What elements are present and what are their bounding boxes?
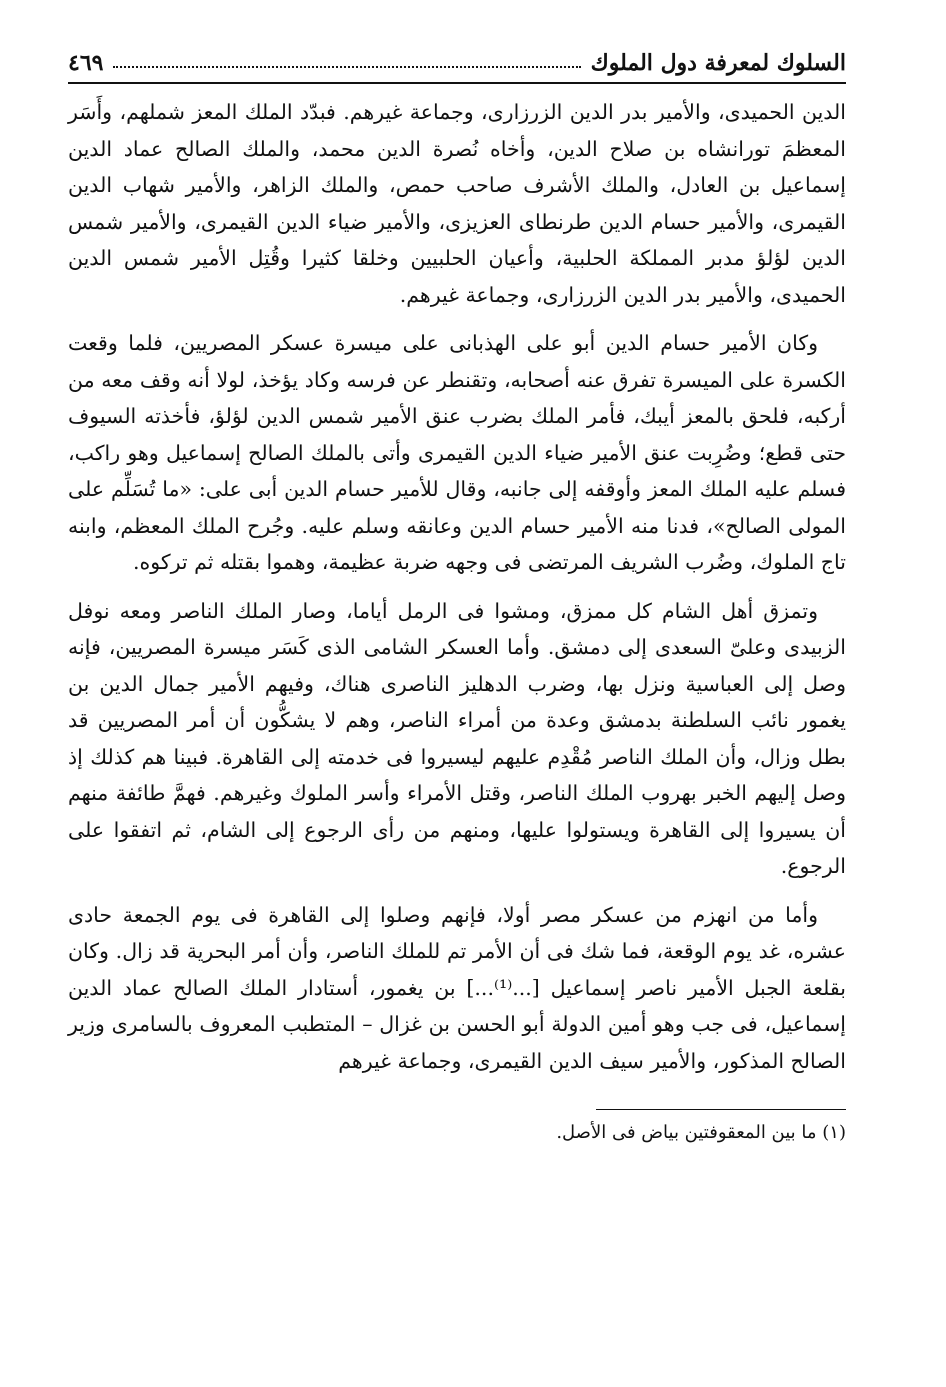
header-dot-leader: [113, 66, 580, 68]
paragraph-4: وأما من انهزم من عسكر مصر أولا، فإنهم وصلوا إلى القاهرة فى يوم الجمعة حادى عشره، غد يوم الوقعة، فما شك فى أن الأمر تم للملك الناصر، وأن أمر البحرية قد زال. وكان بقلعة الجبل الأمير ناصر إسماعيل [...⁽¹⁾...] بن يغمور، أستادار الملك الصالح عماد الدين إسماعيل، فى جب وهو أمين الدولة أبو الحسن بن غزال – المتطبب المعروف بالسامرى وزير الصالح المذكور، والأمير سيف الدين القيمرى، وجماعة غيرهم: [68, 902, 846, 1073]
page-number: ٤٦٩: [68, 50, 104, 76]
paragraph-2: وكان الأمير حسام الدين أبو على الهذبانى على ميسرة عسكر المصريين، فلما وقعت الكسرة على الميسرة تفرق عنه أصحابه، وتقنطر عن فرسه وكاد يؤخذ، لولا أنه وقف معه من أركبه، فلحق بالمعز أيبك، فأمر الملك بضرب عنق الأمير شمس الدين لؤلؤ، فأخذته السيوف حتى قطع؛ وضُرِبت عنق الأمير ضياء الدين القيمرى وأتى بالملك الصالح إسماعيل وهو راكب، فسلم عليه الملك المعز وأوقفه إلى جانبه، وقال للأمير حسام الدين أبى على: «ما تُسَلِّم على المولى الصالح»، فدنا منه الأمير حسام الدين وعانقه وسلم عليه. وجُرح الملك المعظم، وابنه تاج الملوك، وضُرب الشريف المرتضى فى وجهه ضربة عظيمة، وهموا بقتله ثم تركوه.: [68, 331, 846, 574]
body-text: [68, 94, 846, 1079]
paragraph-3: وتمزق أهل الشام كل ممزق، ومشوا فى الرمل أياما، وصار الملك الناصر ومعه نوفل الزبيدى وعلىّ السعدى إلى دمشق. وأما العسكر الشامى الذى كَسَر ميسرة المصريين، فإنه وصل إلى العباسية ونزل بها، وضرب الدهليز الناصرى هناك، وفيهم الأمير جمال الدين بن يغمور نائب السلطنة بدمشق وعدة من أمراء الناصر، وهم لا يشكُّون أن أمر المصريين قد بطل وزال، وأن الملك الناصر مُقْدِم عليهم ليسيروا فى خدمته إلى القاهرة. فبينا هم كذلك إذ وصل إليهم الخبر بهروب الملك الناصر، وقتل الأمراء وأسر الملوك وغيرهم. فهمَّ طائفة منهم أن يسيروا إلى القاهرة ويستولوا عليها، ومنهم من رأى الرجوع إلى الشام، ثم اتفقوا على الرجوع.: [68, 598, 846, 878]
footnote-separator: [596, 1109, 846, 1110]
book-title: السلوك لمعرفة دول الملوك: [590, 50, 846, 76]
running-header: [68, 40, 846, 84]
book-page: [68, 40, 846, 1148]
footnote: (١) ما بين المعقوفتين بياض فى الأصل.: [556, 1122, 846, 1143]
paragraph-1: الدين الحميدى، والأمير بدر الدين الزرزارى، وجماعة غيرهم. فبدّد الملك المعز شملهم، وأَسَر المعظمَ تورانشاه بن صلاح الدين، وأخاه نُصرة الدين محمد، والملك الصالح عماد الدين إسماعيل بن العادل، والملك الأشرف صاحب حمص، والملك الزاهر، والأمير شهاب الدين القيمرى، والأمير حسام الدين طرنطاى العزيزى، والأمير ضياء الدين القيمرى، والأمير شمس الدين لؤلؤ مدبر المملكة الحلبية، وأعيان الحلبيين وخلقا كثيرا وقُتِل الأمير شمس الدين الحميدى، والأمير بدر الدين الزرزارى، وجماعة غيرهم.: [68, 100, 846, 307]
